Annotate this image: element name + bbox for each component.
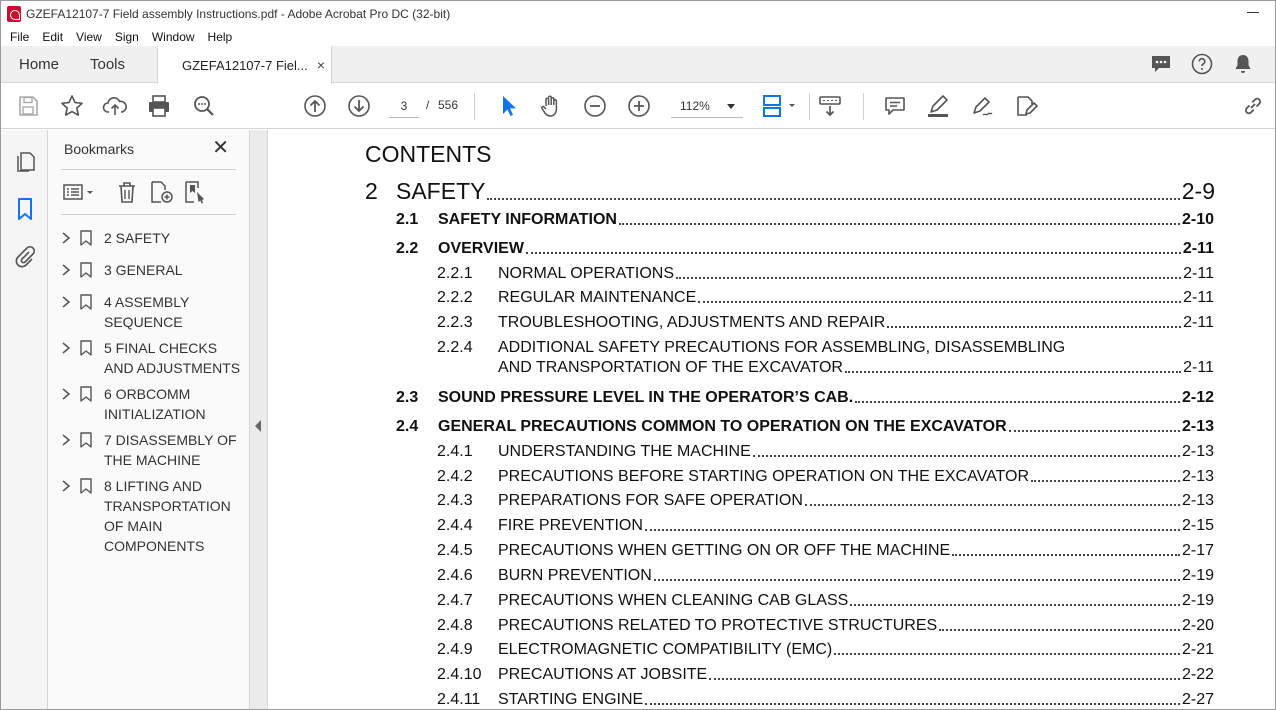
draw-signature-icon[interactable]	[969, 93, 995, 119]
toc-entry[interactable]	[396, 211, 1214, 229]
toc-page-number: 2-15	[1181, 517, 1214, 534]
toc-title: BURN PREVENTION	[498, 567, 652, 584]
toc-title: PREPARATIONS FOR SAFE OPERATION	[498, 492, 803, 509]
attachments-paperclip-icon[interactable]	[14, 244, 36, 268]
title-bar	[1, 1, 1275, 27]
left-navigation-rail	[1, 130, 48, 710]
minimize-button[interactable]	[1247, 7, 1259, 17]
bookmark-icon	[80, 478, 92, 494]
toc-entry[interactable]	[437, 517, 1214, 535]
help-icon[interactable]	[1190, 52, 1214, 76]
menu-help[interactable]: Help	[207, 29, 233, 44]
toc-page-number: 2-27	[1181, 691, 1214, 708]
contents-heading: CONTENTS	[365, 141, 492, 167]
toc-title: OVERVIEW	[438, 240, 524, 257]
bookmark-label: 5 FINAL CHECKS AND ADJUSTMENTS	[104, 340, 241, 376]
toolbar-divider	[474, 93, 475, 120]
toc-leader-dots	[619, 223, 1180, 225]
comment-bubble-icon[interactable]	[1149, 52, 1173, 76]
chevron-right-icon[interactable]	[60, 341, 72, 355]
fill-sign-icon[interactable]	[1013, 93, 1039, 119]
delete-bookmark-icon[interactable]	[114, 179, 140, 205]
search-zoom-icon[interactable]	[191, 93, 217, 119]
chevron-right-icon[interactable]	[60, 479, 72, 493]
toc-leader-dots	[526, 252, 1181, 254]
toc-leader-dots	[1009, 430, 1180, 432]
toc-title: SOUND PRESSURE LEVEL IN THE OPERATOR’S CAB.	[438, 389, 854, 406]
bookmark-icon	[80, 262, 92, 278]
bookmark-icon	[80, 432, 92, 448]
toc-leader-dots	[676, 277, 1181, 279]
toc-number: 2.4.8	[437, 617, 473, 634]
menu-window[interactable]: Window	[151, 29, 195, 44]
toc-number: 2.2.1	[437, 265, 473, 282]
zoom-level-select[interactable]	[671, 94, 743, 118]
comment-icon[interactable]	[882, 93, 908, 119]
zoom-out-icon[interactable]	[582, 93, 608, 119]
toc-number: 2.4.2	[437, 468, 473, 485]
close-panel-button[interactable]: ✕	[212, 137, 229, 159]
toc-number: 2.4.3	[437, 492, 473, 509]
toc-number: 2.4.1	[437, 443, 473, 460]
toc-title: UNDERSTANDING THE MACHINE	[498, 443, 751, 460]
scroll-mode-icon[interactable]	[817, 93, 843, 119]
toc-leader-dots	[834, 653, 1180, 655]
toc-leader-dots	[645, 703, 1180, 705]
toc-title-continued: AND TRANSPORTATION OF THE EXCAVATOR	[498, 359, 843, 376]
bookmarks-panel-icon[interactable]	[14, 197, 36, 221]
toc-entry[interactable]	[437, 443, 1214, 461]
star-icon[interactable]	[59, 93, 85, 119]
panel-collapse-handle[interactable]	[250, 130, 268, 710]
bookmark-icon	[80, 294, 92, 310]
toc-page-number: 2-9	[1181, 178, 1215, 204]
main-toolbar	[1, 84, 1275, 129]
toc-page-number: 2-11	[1183, 289, 1214, 306]
toc-entry[interactable]	[365, 178, 1215, 205]
toc-title: NORMAL OPERATIONS	[498, 265, 675, 282]
toc-number: 2.2.2	[437, 289, 473, 306]
select-cursor-icon[interactable]	[495, 93, 521, 119]
notification-bell-icon[interactable]	[1231, 52, 1255, 76]
toc-number: 2.2.4	[437, 339, 473, 356]
next-page-icon[interactable]	[346, 93, 372, 119]
toc-leader-dots	[753, 455, 1180, 457]
toc-page-number: 2-13	[1181, 492, 1214, 509]
toc-page-number: 2-20	[1181, 617, 1214, 634]
toc-number: 2.4.4	[437, 517, 473, 534]
page-thumbnails-icon[interactable]	[14, 150, 36, 174]
menu-edit[interactable]: Edit	[42, 29, 64, 44]
bookmark-label: 6 ORBCOMM INITIALIZATION	[104, 386, 206, 422]
document-view[interactable]	[269, 130, 1275, 710]
toc-page-number: 2-13	[1181, 418, 1214, 435]
toc-title: SAFETY	[396, 178, 486, 204]
hand-tool-icon[interactable]	[538, 93, 564, 119]
bookmark-properties-icon[interactable]	[182, 179, 208, 205]
toc-title: ADDITIONAL SAFETY PRECAUTIONS FOR ASSEMBLING, DISASSEMBLING	[498, 339, 1066, 356]
toc-number: 2.2.3	[437, 314, 473, 331]
toc-page-number: 2-22	[1181, 666, 1214, 683]
panel-divider	[61, 169, 236, 170]
toc-title: SAFETY INFORMATION	[438, 211, 617, 228]
acrobat-app-icon	[7, 6, 21, 22]
toc-entry[interactable]	[396, 418, 1214, 436]
new-bookmark-icon[interactable]	[148, 179, 174, 205]
bookmark-label: 4 ASSEMBLY SEQUENCE	[104, 294, 190, 330]
tab-document-label: GZEFA12107-7 Fiel...	[182, 57, 308, 73]
tab-document[interactable]	[157, 46, 332, 84]
panel-divider	[61, 214, 236, 215]
save-icon[interactable]	[15, 93, 41, 119]
tab-home[interactable]: Home	[19, 56, 60, 73]
toc-entry[interactable]	[437, 592, 1214, 610]
toc-entry[interactable]	[437, 567, 1214, 585]
toc-number: 2.1	[396, 211, 419, 228]
toc-number: 2.4.11	[437, 691, 481, 708]
toc-title: ELECTROMAGNETIC COMPATIBILITY (EMC)	[498, 641, 833, 658]
toc-entry[interactable]	[396, 389, 1214, 407]
toc-entry[interactable]	[437, 289, 1214, 307]
toc-leader-dots	[805, 504, 1180, 506]
bookmarks-panel-title: Bookmarks	[64, 141, 135, 157]
chevron-down-icon	[727, 104, 735, 109]
tab-close-button[interactable]: ×	[316, 57, 325, 73]
toc-page-number: 2-19	[1181, 567, 1214, 584]
menu-bar	[1, 27, 1275, 46]
toc-entry[interactable]	[437, 691, 1214, 709]
toc-number: 2.4.9	[437, 641, 473, 658]
toc-title: PRECAUTIONS RELATED TO PROTECTIVE STRUCTURES	[498, 617, 938, 634]
toc-leader-dots	[698, 301, 1181, 303]
toc-entry[interactable]	[437, 339, 1214, 357]
toc-page-number: 2-11	[1182, 240, 1214, 257]
toc-title: REGULAR MAINTENANCE	[498, 289, 697, 306]
page-fit-icon[interactable]	[761, 93, 797, 119]
chevron-right-icon[interactable]	[60, 263, 72, 277]
toc-title: GENERAL PRECAUTIONS COMMON TO OPERATION ON THE EXCAVATOR	[438, 418, 1007, 435]
toc-entry[interactable]	[437, 617, 1214, 635]
chevron-right-icon[interactable]	[60, 387, 72, 401]
toc-page-number: 2-11	[1183, 314, 1214, 331]
previous-page-icon[interactable]	[302, 93, 328, 119]
share-link-icon[interactable]	[1240, 93, 1266, 119]
tab-tools[interactable]: Tools	[90, 56, 126, 73]
toc-title: PRECAUTIONS WHEN GETTING ON OR OFF THE MACHINE	[498, 542, 951, 559]
toc-leader-dots	[1031, 480, 1180, 482]
toc-leader-dots	[845, 371, 1181, 373]
toc-leader-dots	[952, 554, 1180, 556]
collapse-left-icon	[255, 420, 261, 432]
chevron-right-icon[interactable]	[60, 231, 72, 245]
toc-page-number: 2-17	[1181, 542, 1214, 559]
toc-page-number: 2-13	[1181, 443, 1214, 460]
tabbar-right-icons	[1149, 52, 1255, 76]
toc-title: FIRE PREVENTION	[498, 517, 643, 534]
toc-entry[interactable]	[437, 542, 1214, 560]
toc-entry[interactable]	[437, 468, 1214, 486]
bookmark-icon	[80, 386, 92, 402]
menu-view[interactable]: View	[76, 29, 102, 44]
toc-number: 2.4.7	[437, 592, 473, 609]
toc-leader-dots	[645, 529, 1180, 531]
toolbar-divider	[809, 93, 810, 120]
toc-number: 2.3	[396, 389, 419, 406]
bookmark-icon	[80, 340, 92, 356]
page-number-input[interactable]	[389, 94, 419, 118]
toc-leader-dots	[654, 579, 1180, 581]
bookmarks-panel	[48, 130, 250, 710]
page-separator: /	[426, 98, 430, 112]
toc-page-number: 2-10	[1181, 211, 1214, 228]
toc-title: PRECAUTIONS BEFORE STARTING OPERATION ON THE EXCAVATOR	[498, 468, 1030, 485]
toc-title: PRECAUTIONS AT JOBSITE	[498, 666, 708, 683]
cloud-upload-icon[interactable]	[102, 93, 128, 119]
menu-file[interactable]: File	[10, 29, 30, 44]
toc-number: 2.4.10	[437, 666, 482, 683]
tab-bar	[1, 46, 1275, 83]
toc-page-number: 2-12	[1181, 389, 1214, 406]
bookmark-options-icon[interactable]	[62, 179, 98, 205]
toc-number: 2.4.6	[437, 567, 473, 584]
toc-number: 2	[365, 178, 378, 204]
chevron-right-icon[interactable]	[60, 433, 72, 447]
toolbar-divider	[863, 93, 864, 120]
chevron-right-icon[interactable]	[60, 295, 72, 309]
bookmark-label: 2 SAFETY	[104, 230, 171, 246]
toc-title: STARTING ENGINE	[498, 691, 644, 708]
menu-sign[interactable]: Sign	[114, 29, 139, 44]
toc-page-number: 2-11	[1183, 265, 1214, 282]
toc-title: TROUBLESHOOTING, ADJUSTMENTS AND REPAIR	[498, 314, 886, 331]
toc-title: PRECAUTIONS WHEN CLEANING CAB GLASS	[498, 592, 849, 609]
toc-leader-dots	[887, 326, 1181, 328]
toc-entry[interactable]	[396, 240, 1214, 258]
zoom-level-value: 112%	[680, 99, 710, 113]
toc-entry[interactable]	[437, 314, 1214, 332]
bookmark-label: 3 GENERAL	[104, 262, 183, 278]
bookmark-label: 7 DISASSEMBLY OF THE MACHINE	[104, 432, 237, 468]
toc-page-number: 2-13	[1181, 468, 1214, 485]
toc-page-number: 2-11	[1183, 359, 1214, 376]
toc-number: 2.4.5	[437, 542, 473, 559]
total-pages: 556	[438, 98, 459, 112]
toc-entry[interactable]	[437, 641, 1214, 659]
toc-leader-dots	[709, 678, 1180, 680]
toc-entry[interactable]	[437, 666, 1214, 684]
bookmark-label: 8 LIFTING AND TRANSPORTATION OF MAIN COMPONENTS	[104, 478, 231, 554]
window-title: GZEFA12107-7 Field assembly Instructions.pdf - Adobe Acrobat Pro DC (32-bit)	[26, 7, 451, 21]
toc-entry[interactable]	[437, 265, 1214, 283]
toc-number: 2.4	[396, 418, 419, 435]
zoom-in-icon[interactable]	[626, 93, 652, 119]
toc-page-number: 2-19	[1181, 592, 1214, 609]
highlight-pen-icon[interactable]	[925, 93, 951, 119]
toc-leader-dots	[850, 604, 1180, 606]
toc-entry[interactable]	[498, 359, 1214, 377]
toc-number: 2.2	[396, 240, 419, 257]
toc-page-number: 2-21	[1181, 641, 1214, 658]
bookmark-icon	[80, 230, 92, 246]
toc-leader-dots	[487, 198, 1179, 200]
print-icon[interactable]	[146, 93, 172, 119]
toc-leader-dots	[855, 401, 1180, 403]
toc-leader-dots	[939, 629, 1180, 631]
toc-entry[interactable]	[437, 492, 1214, 510]
